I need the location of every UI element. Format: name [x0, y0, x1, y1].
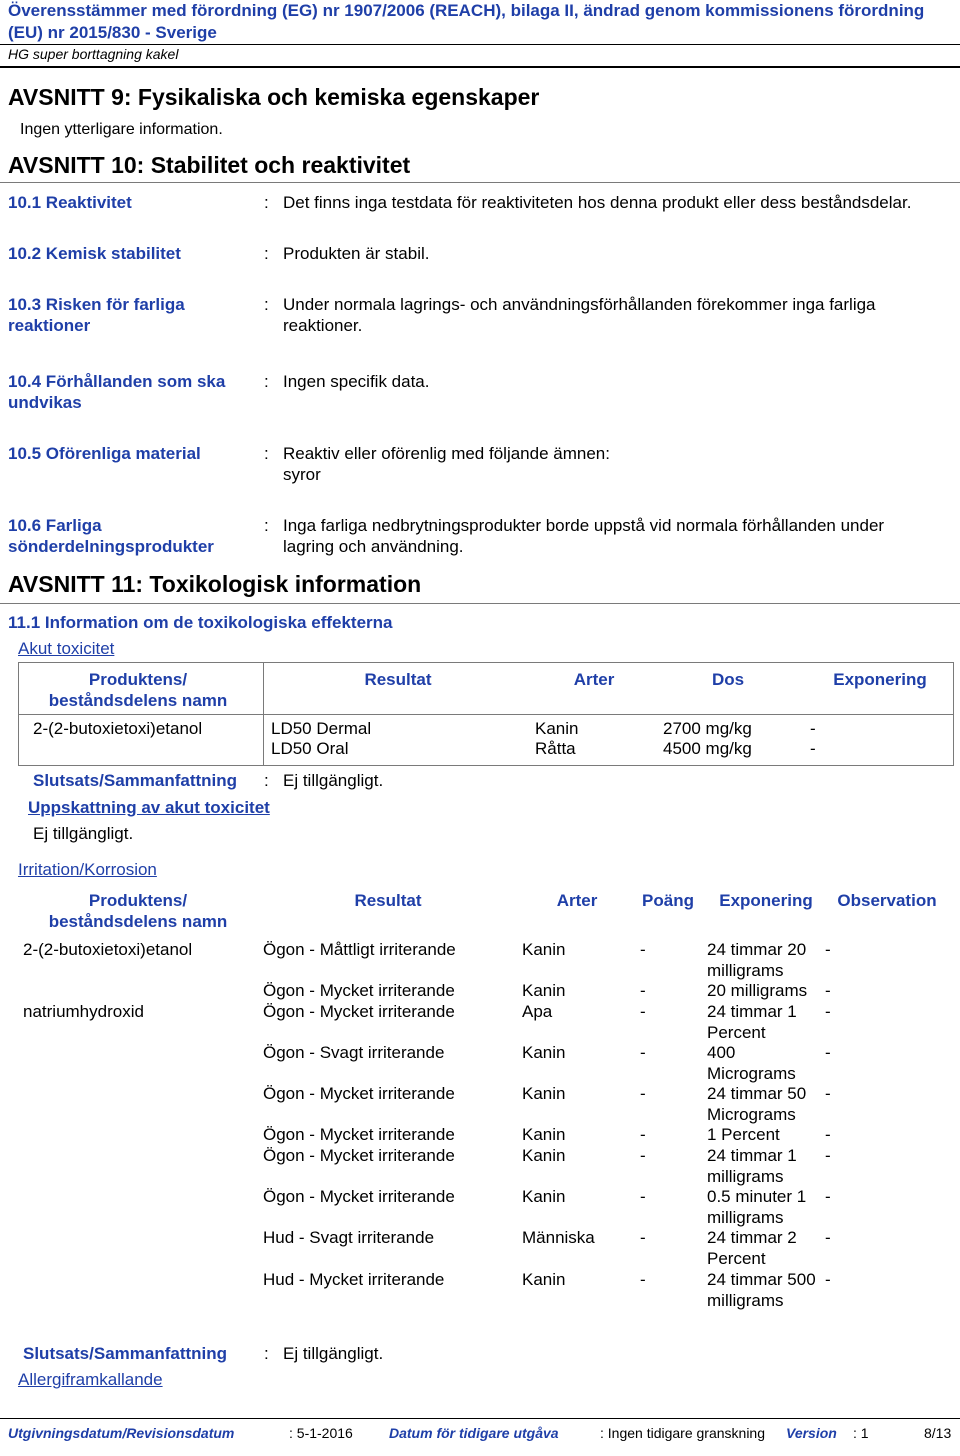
irritation-cell-result: Ögon - Svagt irriterande — [263, 1043, 445, 1062]
section-10-heading: AVSNITT 10: Stabilitet och reaktivitet — [8, 152, 411, 178]
product-name: HG super borttagning kakel — [8, 46, 179, 62]
section-9-heading: AVSNITT 9: Fysikaliska och kemiska egenskaper — [8, 84, 540, 110]
acute-cell-result: LD50 Dermal — [271, 719, 372, 738]
acute-header-exposure: Exponering — [833, 670, 927, 689]
field-colon: : — [264, 516, 269, 535]
irritation-cell-result: Ögon - Mycket irriterande — [263, 1084, 455, 1103]
irritation-cell-observation: - — [825, 1084, 831, 1103]
irritation-cell-observation: - — [825, 940, 831, 959]
header-divider — [0, 44, 960, 45]
section-11-divider — [0, 603, 960, 604]
irritation-cell-exposure: 24 timmar 2 Percent — [707, 1228, 797, 1268]
irritation-cell-result: Hud - Svagt irriterande — [263, 1228, 435, 1247]
irritation-cell-species: Kanin — [522, 1043, 566, 1062]
irritation-summary-label: Slutsats/Sammanfattning — [23, 1344, 228, 1363]
field-10-5-value: Reaktiv eller oförenlig med följande ämnen: — [283, 444, 610, 463]
irritation-title: Irritation/Korrosion — [18, 860, 157, 879]
acute-cell-name: 2-(2-butoxietoxi)etanol — [33, 719, 203, 738]
irritation-cell-result: Ögon - Mycket irriterande — [263, 1125, 455, 1144]
acute-cell-exposure: - — [810, 739, 816, 758]
acute-summary-label: Slutsats/Sammanfattning — [33, 771, 238, 790]
irritation-cell-species: Kanin — [522, 1270, 566, 1289]
irritation-cell-exposure: 400 Micrograms — [707, 1043, 796, 1083]
irritation-cell-observation: - — [825, 1043, 831, 1062]
irritation-cell-species: Kanin — [522, 1187, 566, 1206]
irritation-cell-result: Ögon - Mycket irriterande — [263, 1002, 455, 1021]
field-10-4-label: 10.4 Förhållanden som ska undvikas — [8, 372, 226, 412]
field-10-5-value-2: syror — [283, 465, 321, 484]
field-10-6-label: 10.6 Farliga sönderdelningsprodukter — [8, 516, 214, 556]
section-11-heading: AVSNITT 11: Toxikologisk information — [8, 571, 422, 597]
irritation-cell-observation: - — [825, 1270, 831, 1289]
field-10-2-value: Produkten är stabil. — [283, 244, 430, 263]
irritation-cell-observation: - — [825, 1125, 831, 1144]
field-colon: : — [264, 771, 269, 790]
irritation-cell-species: Kanin — [522, 940, 566, 959]
field-10-4-value: Ingen specifik data. — [283, 372, 430, 391]
irritation-header-result: Resultat — [354, 891, 422, 910]
field-colon: : — [264, 444, 269, 463]
irritation-cell-result: Ögon - Mycket irriterande — [263, 1187, 455, 1206]
irritation-cell-exposure: 20 milligrams — [707, 981, 808, 1000]
irritation-cell-result: Ögon - Måttligt irriterande — [263, 940, 456, 959]
irritation-header-name: Produktens/ beståndsdelens namn — [48, 891, 228, 931]
irritation-cell-observation: - — [825, 1187, 831, 1206]
irritation-cell-exposure: 24 timmar 20 milligrams — [707, 940, 807, 980]
field-10-6-value: Inga farliga nedbrytningsprodukter borde uppstå vid normala förhållanden under lagring och användning. — [283, 516, 885, 556]
acute-cell-dose: 4500 mg/kg — [663, 739, 752, 758]
section-9-text: Ingen ytterligare information. — [20, 121, 223, 138]
irritation-cell-result: Ögon - Mycket irriterande — [263, 981, 455, 1000]
irritation-cell-exposure: 1 Percent — [707, 1125, 780, 1144]
irritation-cell-result: Hud - Mycket irriterande — [263, 1270, 445, 1289]
irritation-cell-species: Kanin — [522, 981, 566, 1000]
acute-cell-exposure: - — [810, 719, 816, 738]
acute-estimate-title: Uppskattning av akut toxicitet — [28, 798, 270, 817]
field-10-5-label: 10.5 Oförenliga material — [8, 444, 201, 463]
footer-version-label: Version — [786, 1425, 837, 1441]
acute-header-species: Arter — [573, 670, 615, 689]
irritation-cell-score: - — [640, 1228, 646, 1247]
allergy-title: Allergiframkallande — [18, 1370, 163, 1389]
field-colon: : — [264, 1344, 269, 1363]
footer-prev-label: Datum för tidigare utgåva — [389, 1425, 559, 1441]
irritation-cell-result: Ögon - Mycket irriterande — [263, 1146, 455, 1165]
irritation-cell-name: natriumhydroxid — [23, 1002, 144, 1021]
document-header-title: Överensstämmer med förordning (EG) nr 1907/2006 (REACH), bilaga II, ändrad genom kommissionens förordning (EU) nr 2015/830 - Sverige — [8, 1, 925, 42]
irritation-cell-score: - — [640, 1270, 646, 1289]
field-colon: : — [264, 193, 269, 212]
irritation-cell-observation: - — [825, 981, 831, 1000]
irritation-cell-species: Människa — [522, 1228, 595, 1247]
acute-header-name: Produktens/ beståndsdelens namn — [48, 670, 228, 710]
irritation-cell-exposure: 24 timmar 500 milligrams — [707, 1270, 816, 1310]
irritation-cell-score: - — [640, 1002, 646, 1021]
irritation-cell-score: - — [640, 981, 646, 1000]
section-11-1-heading: 11.1 Information om de toxikologiska effekterna — [8, 613, 393, 632]
acute-estimate-value: Ej tillgängligt. — [33, 824, 134, 843]
irritation-cell-exposure: 0.5 minuter 1 milligrams — [707, 1187, 807, 1227]
acute-header-dose: Dos — [711, 670, 745, 689]
footer-page-number: 8/13 — [924, 1425, 952, 1441]
irritation-cell-exposure: 24 timmar 1 milligrams — [707, 1146, 797, 1186]
irritation-summary-value: Ej tillgängligt. — [283, 1344, 384, 1363]
field-10-1-label: 10.1 Reaktivitet — [8, 193, 132, 212]
acute-cell-species: Råtta — [535, 739, 576, 758]
irritation-cell-observation: - — [825, 1146, 831, 1165]
irritation-cell-score: - — [640, 1043, 646, 1062]
acute-cell-dose: 2700 mg/kg — [663, 719, 752, 738]
irritation-cell-observation: - — [825, 1002, 831, 1021]
irritation-cell-exposure: 24 timmar 1 Percent — [707, 1002, 797, 1042]
header-divider-2 — [0, 66, 960, 68]
acute-cell-result: LD50 Oral — [271, 739, 349, 758]
irritation-cell-observation: - — [825, 1228, 831, 1247]
field-colon: : — [264, 244, 269, 263]
irritation-header-observation: Observation — [837, 891, 937, 910]
table-header-divider — [18, 714, 954, 715]
irritation-header-score: Poäng — [642, 891, 694, 910]
footer-divider — [0, 1418, 960, 1419]
irritation-cell-score: - — [640, 1187, 646, 1206]
table-column-divider — [263, 662, 264, 766]
field-10-1-value: Det finns inga testdata för reaktiviteten hos denna produkt eller dess beståndsdelar. — [283, 193, 912, 212]
irritation-cell-species: Kanin — [522, 1146, 566, 1165]
irritation-header-exposure: Exponering — [719, 891, 813, 910]
acute-toxicity-title: Akut toxicitet — [18, 639, 115, 658]
irritation-header-species: Arter — [556, 891, 598, 910]
irritation-cell-score: - — [640, 940, 646, 959]
irritation-cell-species: Kanin — [522, 1125, 566, 1144]
irritation-cell-name: 2-(2-butoxietoxi)etanol — [23, 940, 193, 959]
irritation-cell-score: - — [640, 1125, 646, 1144]
irritation-cell-exposure: 24 timmar 50 Micrograms — [707, 1084, 807, 1124]
field-10-2-label: 10.2 Kemisk stabilitet — [8, 244, 181, 263]
footer-version-value: : 1 — [853, 1425, 869, 1441]
footer-prev-value: : Ingen tidigare granskning — [600, 1425, 765, 1441]
footer-issue-value: : 5-1-2016 — [289, 1425, 353, 1441]
irritation-cell-species: Apa — [522, 1002, 553, 1021]
acute-cell-species: Kanin — [535, 719, 579, 738]
irritation-cell-score: - — [640, 1084, 646, 1103]
footer-issue-label: Utgivningsdatum/Revisionsdatum — [8, 1425, 235, 1441]
field-colon: : — [264, 295, 269, 314]
field-colon: : — [264, 372, 269, 391]
field-10-3-label: 10.3 Risken för farliga reaktioner — [8, 295, 185, 335]
irritation-cell-score: - — [640, 1146, 646, 1165]
irritation-cell-species: Kanin — [522, 1084, 566, 1103]
acute-header-result: Resultat — [364, 670, 432, 689]
acute-summary-value: Ej tillgängligt. — [283, 771, 384, 790]
field-10-3-value: Under normala lagrings- och användningsförhållanden förekommer inga farliga reaktioner. — [283, 295, 876, 335]
section-10-divider — [0, 182, 960, 183]
